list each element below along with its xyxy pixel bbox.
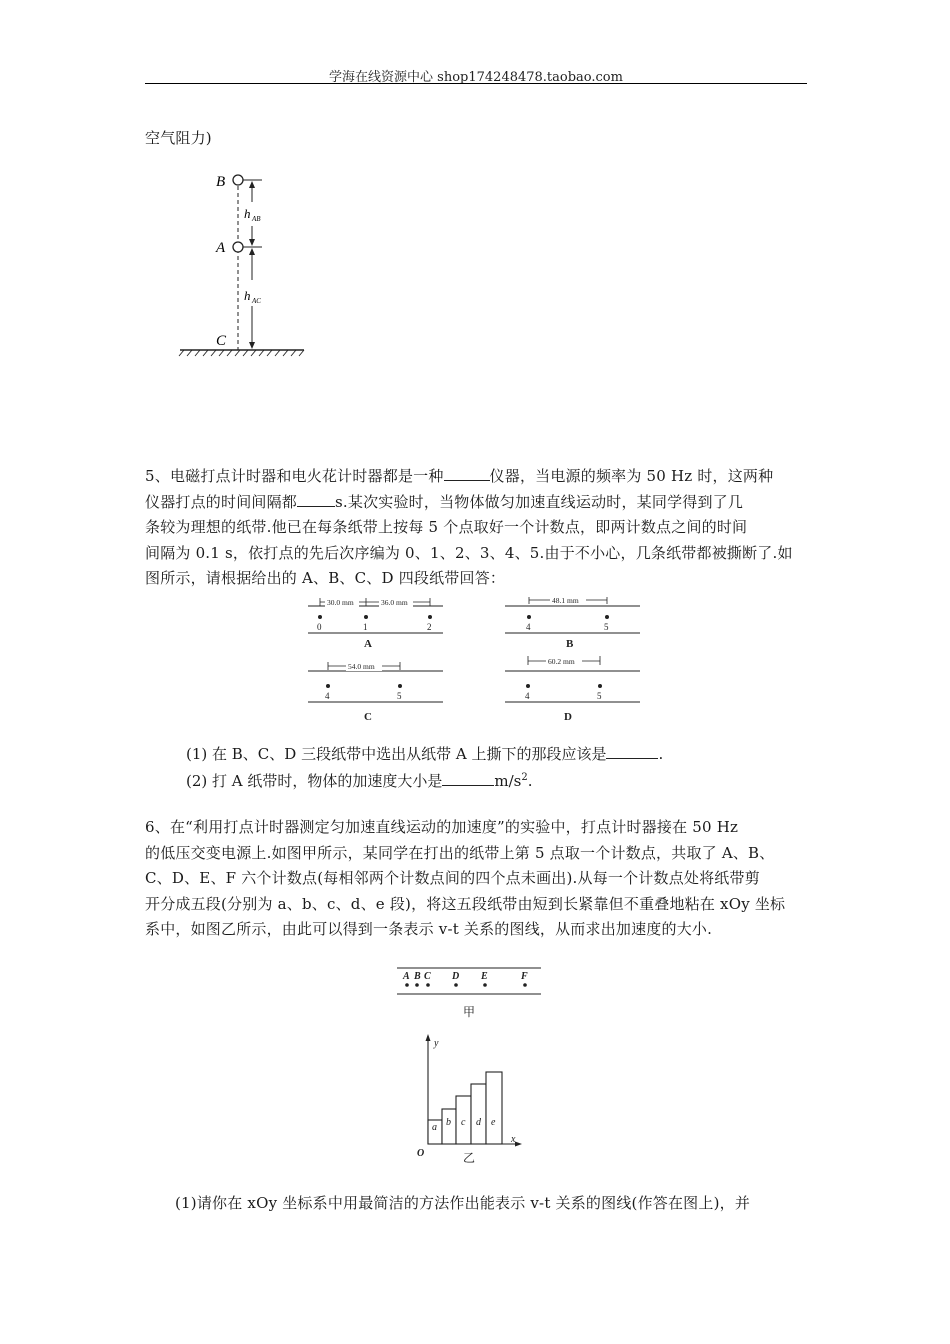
tape-a-point-0: 0 <box>317 622 322 632</box>
q5-line-1: 5、电磁打点计时器和电火花计时器都是一种 仪器，当电源的频率为 50 Hz 时，这两种 <box>145 467 774 485</box>
tape-c-point-5: 5 <box>397 691 402 701</box>
jia-label-c: C <box>424 971 431 982</box>
q5-blank-2[interactable] <box>297 492 335 507</box>
question-6 <box>145 815 807 943</box>
jia-dot-f <box>523 983 527 987</box>
tape-c-dot-4 <box>326 684 330 688</box>
tape-b-label: B <box>566 638 574 650</box>
tape-c-point-4: 4 <box>325 691 330 701</box>
q5-sub-1-blank[interactable] <box>606 744 658 759</box>
tape-a-distance-2: 36.0 mm <box>381 598 408 607</box>
jia-dot-c <box>426 983 430 987</box>
tape-b-point-4: 4 <box>526 622 531 632</box>
jia-dot-d <box>454 983 458 987</box>
tape-b-point-5: 5 <box>604 622 609 632</box>
tape-d-dot-5 <box>598 684 602 688</box>
q6-line-2: 的低压交变电源上.如图甲所示，某同学在打出的纸带上第 5 点取一个计数点，共取了 A、B、 <box>145 843 775 862</box>
tape-a-distance-1: 30.0 mm <box>327 598 354 607</box>
q6-line-4: 开分成五段(分别为 a、b、c、d、e 段)，将这五段纸带由短到长紧靠但不重叠地粘在 xOy 坐标 <box>145 894 786 913</box>
tape-b-distance: 48.1 mm <box>552 596 579 605</box>
q5-blank-1[interactable] <box>444 466 490 481</box>
tape-a-point-2: 2 <box>427 622 432 632</box>
jia-label-d: D <box>452 971 460 982</box>
strip-d <box>471 1084 486 1144</box>
label-a: A <box>216 240 226 256</box>
jia-dot-a <box>405 983 409 987</box>
paper-tapes-figure <box>300 592 645 726</box>
x-axis-label: x <box>511 1134 516 1145</box>
strip-label-b: b <box>446 1117 451 1128</box>
page-header: 学海在线资源中心 shop174248478.taobao.com <box>329 70 623 85</box>
q5-line-5: 图所示，请根据给出的 A、B、C、D 四段纸带回答： <box>145 569 506 587</box>
tape-a-dot-2 <box>428 615 432 619</box>
yi-caption: 乙 <box>463 1151 476 1165</box>
h-ac-label: h <box>244 288 251 303</box>
q6-line-3: C、D、E、F 六个计数点(每相邻两个计数点间的四个点未画出).从每一个计数点处将纸带剪 <box>145 869 760 887</box>
jia-label-b: B <box>414 971 421 982</box>
jia-label-f: F <box>521 971 528 982</box>
strip-label-e: e <box>491 1117 496 1128</box>
strip-e <box>486 1072 502 1144</box>
tape-d-distance: 60.2 mm <box>548 657 575 666</box>
tape-a-dot-0 <box>318 615 322 619</box>
tape-d-label: D <box>564 711 572 723</box>
ball-b <box>233 175 243 185</box>
h-ab-subscript: AB <box>252 215 261 223</box>
tape-c-dot-5 <box>398 684 402 688</box>
q5-sub-2: (2) 打 A 纸带时，物体的加速度大小是 $m/s^2$. <box>186 772 533 790</box>
q6-sub-1: (1)请你在 xOy 坐标系中用最简洁的方法作出能表示 v-t 关系的图线(作答在图上)，并 <box>175 1194 751 1212</box>
h-ac-subscript: AC <box>252 297 261 305</box>
free-fall-figure <box>176 168 311 358</box>
q5-line-2: 仪器打点的时间间隔都 s.某次实验时，当物体做匀加速直线运动时，某同学得到了几 <box>145 492 744 511</box>
q5-line-4: 间隔为 0.1 s，依打点的先后次序编为 0、1、2、3、4、5.由于不小心，几条纸带都被撕断了.如 <box>145 543 793 562</box>
header-rule <box>145 83 807 84</box>
tape-d-point-4: 4 <box>525 691 530 701</box>
jia-label-a: A <box>403 971 410 982</box>
strip-label-c: c <box>461 1117 466 1128</box>
tape-d-point-5: 5 <box>597 691 602 701</box>
question-5 <box>145 464 807 592</box>
jia-dot-e <box>483 983 487 987</box>
origin-label: O <box>417 1148 425 1159</box>
q6-line-1: 6、在“利用打点计时器测定匀加速直线运动的加速度”的实验中，打点计时器接在 50 Hz <box>145 818 739 836</box>
figure-jia <box>395 962 545 1022</box>
figure-yi <box>408 1032 533 1166</box>
jia-dot-b <box>415 983 419 987</box>
jia-caption: 甲 <box>463 1005 476 1019</box>
q5-sub-1: (1) 在 B、C、D 三段纸带中选出从纸带 A 上撕下的那段应该是 . <box>186 745 664 763</box>
label-c: C <box>216 333 227 349</box>
jia-label-e: E <box>481 971 488 982</box>
strip-label-d: d <box>476 1117 481 1128</box>
intro-text: 空气阻力) <box>145 129 212 147</box>
tape-b-dot-4 <box>527 615 531 619</box>
tape-c-distance: 54.0 mm <box>348 662 375 671</box>
tape-a-dot-1 <box>364 615 368 619</box>
h-ab-label: h <box>244 206 251 221</box>
label-b: B <box>216 174 226 190</box>
tape-b-dot-5 <box>605 615 609 619</box>
tape-a-point-1: 1 <box>363 622 368 632</box>
tape-a-label: A <box>364 638 372 650</box>
y-axis-label: y <box>434 1038 439 1049</box>
q5-sub-2-blank[interactable] <box>442 771 494 786</box>
tape-c-label: C <box>364 711 372 723</box>
strip-label-a: a <box>432 1122 437 1133</box>
q6-line-5: 系中，如图乙所示，由此可以得到一条表示 v-t 关系的图线，从而求出加速度的大小. <box>145 920 713 938</box>
q5-line-3: 条较为理想的纸带.他已在每条纸带上按每 5 个点取好一个计数点，即两计数点之间的时间 <box>145 518 748 536</box>
tape-d-dot-4 <box>526 684 530 688</box>
ball-a <box>233 242 243 252</box>
